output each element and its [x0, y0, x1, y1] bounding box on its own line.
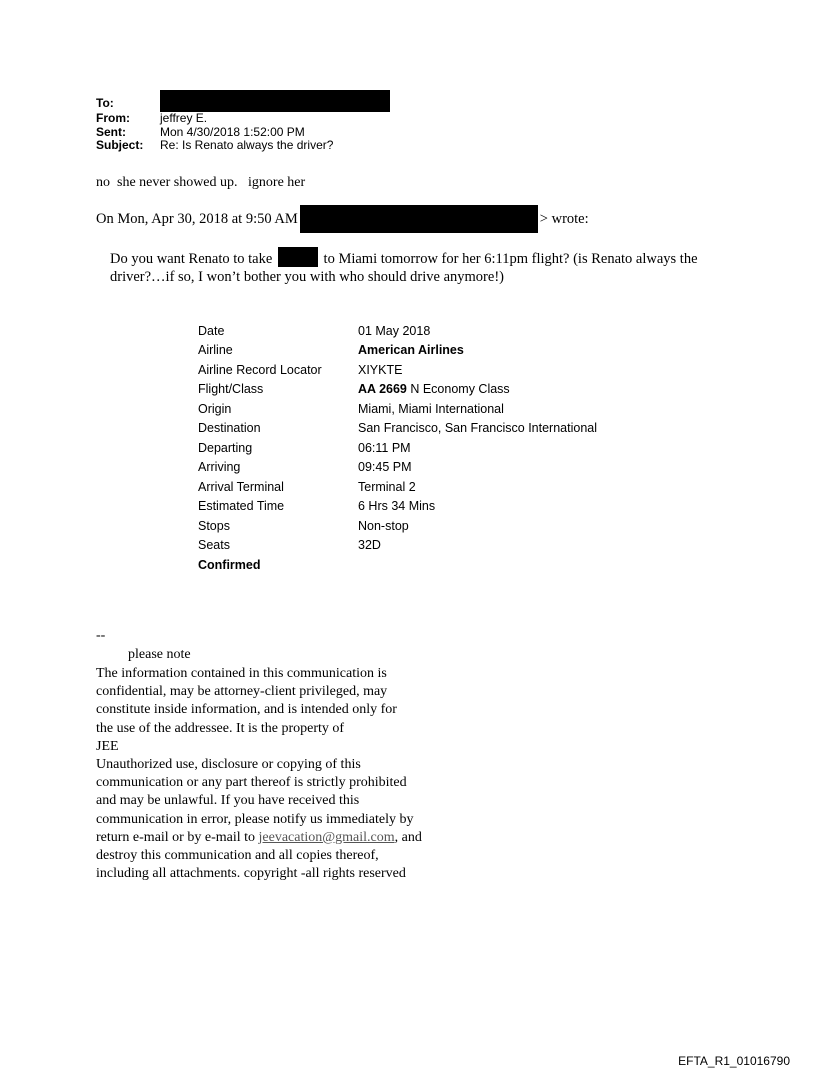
itinerary-row: [198, 477, 597, 497]
document-id: EFTA_R1_01016790: [678, 1054, 790, 1068]
itinerary-row: [198, 419, 597, 439]
itinerary-value: XIYKTE: [358, 362, 403, 377]
itinerary-key: Stops: [198, 518, 230, 533]
itinerary-row: [198, 458, 597, 478]
return-suffix: , and: [394, 829, 422, 845]
itinerary-key: Arrival Terminal: [198, 479, 284, 494]
signature-separator: --: [96, 628, 106, 643]
itinerary-value: [358, 380, 597, 400]
sent-row: [96, 126, 390, 140]
itinerary-row: [198, 360, 597, 380]
itinerary-key: Airline Record Locator: [198, 362, 322, 377]
disclaimer-line: The information contained in this communication is: [96, 666, 387, 681]
disclaimer-line: destroy this communication and all copies thereof,: [96, 848, 379, 864]
email-link[interactable]: jeevacation@gmail.com: [258, 829, 395, 845]
flight-class: N Economy Class: [406, 382, 510, 397]
to-label: To:: [96, 96, 114, 111]
redaction-box: [300, 205, 538, 233]
itinerary-key: Airline: [198, 343, 233, 358]
to-row: [96, 96, 390, 112]
itinerary-row: [198, 321, 597, 341]
itinerary-row: [198, 555, 597, 575]
disclaimer-line: including all attachments. copyright -all rights reserved: [96, 866, 406, 882]
itinerary-row: [198, 380, 597, 400]
disclaimer-line: JEE: [96, 738, 119, 754]
itinerary-key: Destination: [198, 421, 261, 436]
itinerary-value: San Francisco, San Francisco International: [358, 421, 598, 436]
itinerary-key: Flight/Class: [198, 382, 264, 397]
flight-number: AA 2669: [358, 382, 407, 397]
from-row: [96, 112, 390, 126]
itinerary-row: [198, 399, 597, 419]
disclaimer-line: communication in error, please notify us immediately by: [96, 811, 414, 827]
disclaimer-line: confidential, may be attorney-client privileged, may: [96, 684, 388, 700]
itinerary-value: 01 May 2018: [358, 323, 431, 338]
itinerary-value: Terminal 2: [358, 479, 416, 494]
from-value: jeffrey E.: [160, 111, 208, 125]
subject-label: Subject:: [96, 138, 144, 152]
sent-label: Sent:: [96, 124, 126, 139]
disclaimer-line: [96, 829, 476, 847]
itinerary-value: 6 Hrs 34 Mins: [358, 499, 436, 514]
please-note: please note: [128, 647, 191, 662]
itinerary-key: Origin: [198, 401, 232, 416]
itinerary-key: Departing: [198, 440, 253, 455]
itinerary-value: Miami, Miami International: [358, 401, 504, 416]
itinerary-value: American Airlines: [358, 343, 464, 358]
disclaimer-line: and may be unlawful. If you have received this: [96, 793, 360, 809]
itinerary-value: 09:45 PM: [358, 460, 412, 475]
sent-value: Mon 4/30/2018 1:52:00 PM: [160, 124, 305, 139]
quote-header: [96, 205, 589, 233]
subject-row: [96, 139, 390, 153]
return-prefix: return e-mail or by e-mail to: [96, 829, 259, 845]
itinerary-value: 32D: [358, 538, 381, 553]
itinerary-value: Non-stop: [358, 518, 409, 533]
itinerary-row: [198, 341, 597, 361]
disclaimer-line: communication or any part thereof is strictly prohibited: [96, 775, 407, 791]
disclaimer-line: constitute inside information, and is intended only for: [96, 702, 397, 718]
itinerary-key: Arriving: [198, 460, 241, 475]
disclaimer-line: the use of the addressee. It is the property of: [96, 720, 345, 736]
email-header: [96, 96, 390, 153]
confidentiality-disclaimer: [96, 665, 476, 883]
subject-value: Re: Is Renato always the driver?: [160, 138, 334, 152]
quote-body-part1: Do you want Renato to take: [110, 251, 273, 267]
itinerary-value: 06:11 PM: [358, 440, 411, 455]
itinerary-row: [198, 516, 597, 536]
itinerary-key: Date: [198, 323, 225, 338]
quote-header-prefix: On Mon, Apr 30, 2018 at 9:50 AM: [96, 210, 298, 227]
reply-text: no she never showed up. ignore her: [96, 175, 306, 190]
itinerary-row: [198, 497, 597, 517]
from-label: From:: [96, 111, 130, 125]
booking-status: Confirmed: [198, 557, 261, 572]
itinerary-key: Seats: [198, 538, 230, 553]
quote-body: [110, 247, 710, 286]
quote-header-suffix: > wrote:: [539, 210, 589, 227]
itinerary-key: Estimated Time: [198, 499, 285, 514]
itinerary-row: [198, 536, 597, 556]
flight-itinerary-table: [198, 321, 597, 575]
disclaimer-line: Unauthorized use, disclosure or copying of this: [96, 757, 361, 773]
redaction-box: [160, 90, 390, 112]
quote-body-part2: to Miami tomorrow for her 6:11pm flight? (is Renato always the driver?…if so, I won’t bother you with who should drive anymore!): [110, 251, 698, 285]
itinerary-row: [198, 438, 597, 458]
redaction-box: [278, 247, 318, 267]
